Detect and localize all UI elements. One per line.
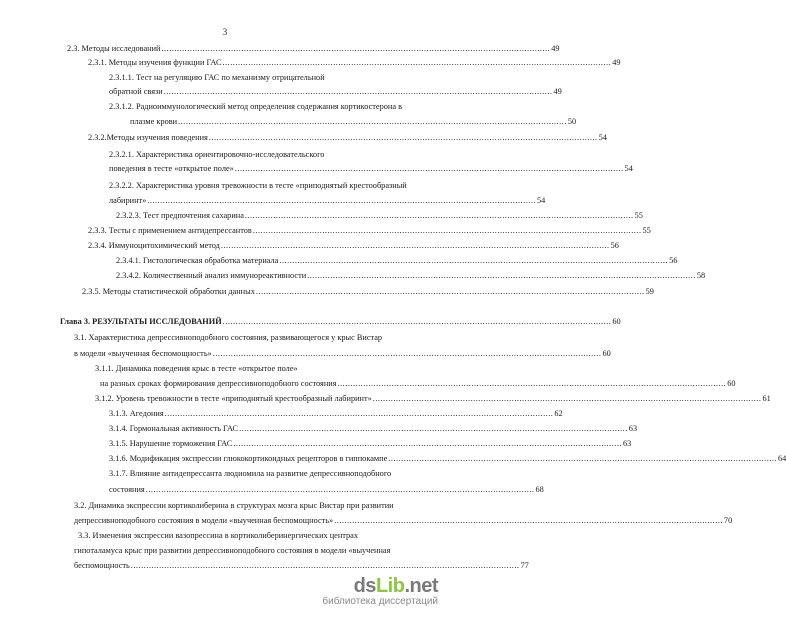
toc-entry-title: гипоталамуса крыс при развитии депрессивноподобного состояния в модели «выученная [74, 546, 391, 555]
toc-entry-title: 3.3. Изменения экспрессии вазопрессина в кортиколиберинергических центрах [78, 531, 358, 540]
dslib-logo: dsLib.net [353, 575, 438, 597]
toc-entry-page: 49 [551, 44, 560, 53]
toc-entry-title: 3.1.3. Агедония [109, 409, 164, 418]
toc-entry-page: 56 [610, 241, 619, 250]
toc-entry-title: обратной связи [109, 87, 163, 96]
toc-entry: обратной связи ....................................................................................................................................................... 49 [109, 87, 562, 96]
toc-entry-page: 59 [645, 287, 654, 296]
toc-entry-title: состояния [109, 485, 145, 494]
toc-entry-page: 49 [553, 87, 562, 96]
toc-entry-page: 60 [612, 317, 621, 326]
toc-entry-page: 60 [602, 349, 611, 358]
toc-entry-title: в модели «выученная беспомощность» [74, 349, 212, 358]
toc-entry-page: 54 [624, 164, 633, 173]
toc-entry-page: 60 [727, 379, 736, 388]
toc-entry-page: 64 [778, 454, 786, 463]
toc-entry-title: 2.3.2.1. Характеристика ориентировочно-исследовательского [109, 150, 325, 159]
toc-entry-title: 2.3.2.3. Тест предпочтения сахарина [116, 211, 244, 220]
toc-entry-title: 3.2. Динамика экспрессии кортиколиберина в структурах мозга крыс Вистар при развитии [74, 501, 394, 510]
toc-entry: плазме крови ....................................................................................................................................................... 50 [130, 117, 577, 126]
toc-entry-title: 3.1.7. Влияние антидепрессанта людиомила на развитие депрессивноподобного [109, 469, 392, 478]
toc-entry: 2.3. Методы исследований ....................................................................................................................................................... 49 [67, 44, 560, 53]
toc-entry: Глава 3. РЕЗУЛЬТАТЫ ИССЛЕДОВАНИЙ ....................................................................................................................................................... 60 [60, 317, 621, 326]
toc-entry-page: 70 [723, 516, 733, 525]
toc-entry-title: 2.3.1. Методы изучения функции ГАС [88, 58, 222, 67]
toc-entry-title: депрессивноподобного состояния в модели «выученная беспомощность» [74, 516, 334, 525]
toc-entry-title: поведения в тесте «открытое поле» [109, 164, 234, 173]
toc-entry: 2.3.4.2. Количественный анализ иммунореактивности ....................................................................................................................................................... 58 [116, 271, 706, 280]
toc-entry: состояния ....................................................................................................................................................... 68 [109, 485, 544, 494]
toc-entry-title: 2.3.2.2. Характеристика уровня тревожности в тесте «приподнятый крестообразный [109, 181, 407, 190]
toc-entry: 3.1.2. Уровень тревожности в тесте «приподнятый крестообразный лабиринт» ....................................................................................................................................................... 61 [95, 394, 771, 403]
toc-entry: 3.1.6. Модификация экспрессии глюкокортикоидных рецепторов в гиппокампе ....................................................................................................................................................... 64 [109, 454, 786, 463]
toc-entry: 3.1.5. Нарушение торможения ГАС ....................................................................................................................................................... 63 [109, 439, 632, 448]
toc-entry: 3.1.3. Агедония ....................................................................................................................................................... 62 [109, 409, 563, 418]
toc-entry-page: 49 [612, 58, 621, 67]
dslib-watermark [268, 575, 438, 609]
toc-entry-title: 3.1.2. Уровень тревожности в тесте «приподнятый крестообразный лабиринт» [95, 394, 372, 403]
toc-entry-title: 3.1.6. Модификация экспрессии глюкокортикоидных рецепторов в гиппокампе [109, 454, 388, 463]
toc-entry: депрессивноподобного состояния в модели «выученная беспомощность» ....................................................................................................................................................... 70 [74, 516, 733, 525]
toc-entry: 2.3.4. Иммуноцитохимический метод ....................................................................................................................................................... 56 [88, 241, 619, 250]
toc-entry-title: 3.1. Характеристика депрессивноподобного состояния, развивающегося у крыс Вистар [74, 333, 383, 342]
toc-entry-title: 2.3.5. Методы статистической обработки данных [82, 287, 255, 296]
toc-entry: 2.3.5. Методы статистической обработки данных ....................................................................................................................................................... 59 [82, 287, 654, 296]
toc-entry-page: 56 [669, 256, 678, 265]
toc-entry-title: 2.3.2.Методы изучения поведения [88, 133, 208, 142]
toc-entry-page: 54 [537, 196, 546, 205]
toc-entry-page: 55 [642, 226, 651, 235]
toc-entry-page: 63 [628, 424, 638, 433]
toc-entry-title: беспомощность [74, 561, 130, 570]
toc-entry-title: 2.3.3. Тесты с применением антидепрессантов [88, 226, 252, 235]
toc-entry-title: лабиринт» [109, 196, 147, 205]
toc-entry-title: 2.3. Методы исследований [67, 44, 161, 53]
toc-entry: 3.1.4. Гормональная активность ГАС ....................................................................................................................................................... 63 [109, 424, 638, 433]
toc-chapter-title: Глава 3. РЕЗУЛЬТАТЫ ИССЛЕДОВАНИЙ [60, 317, 222, 326]
toc-entry: 2.3.2.Методы изучения поведения ....................................................................................................................................................... 54 [88, 133, 607, 142]
toc-entry-title: на разных сроках формирования депрессивноподобного состояния [100, 379, 337, 388]
toc-entry-title: 2.3.1.1. Тест на регуляцию ГАС по механизму отрицательной [109, 73, 325, 82]
toc-entry-title: 2.3.4. Иммуноцитохимический метод [88, 241, 220, 250]
toc-entry: поведения в тесте «открытое поле» ....................................................................................................................................................... 54 [109, 164, 633, 173]
toc-entry-page: 50 [567, 117, 577, 126]
toc-entry-page: 55 [634, 211, 643, 220]
toc-entry: 2.3.1. Методы изучения функции ГАС ....................................................................................................................................................... 49 [88, 58, 621, 67]
toc-entry: 2.3.3. Тесты с применением антидепрессантов ....................................................................................................................................................... 55 [88, 226, 651, 235]
toc-entry: на разных сроках формирования депрессивноподобного состояния ....................................................................................................................................................... 60 [100, 379, 736, 388]
toc-entry: 2.3.2.3. Тест предпочтения сахарина ....................................................................................................................................................... 55 [116, 211, 643, 220]
toc-entry: 2.3.4.1. Гистологическая обработка материала ....................................................................................................................................................... 56 [116, 256, 678, 265]
toc-entry-title: 3.1.5. Нарушение торможения ГАС [109, 439, 233, 448]
toc-entry-title: 3.1.1. Динамика поведения крыс в тесте «открытое поле» [95, 364, 298, 373]
page-number: 3 [222, 27, 228, 37]
watermark-subtitle: библиотека диссертаций [322, 596, 438, 607]
toc-entry-title: 2.3.1.2. Радиоиммунологический метод определения содержания кортикостерона в [109, 102, 403, 111]
toc-entry-title: 2.3.4.1. Гистологическая обработка материала [116, 256, 279, 265]
toc-entry: лабиринт» ....................................................................................................................................................... 54 [109, 196, 546, 205]
toc-entry-page: 54 [598, 133, 607, 142]
toc-entry-title: плазме крови [130, 117, 178, 126]
toc-entry-title: 3.1.4. Гормональная активность ГАС [109, 424, 239, 433]
toc-entry-page: 61 [762, 394, 771, 403]
toc-entry-page: 63 [623, 439, 632, 448]
toc-entry-page: 62 [554, 409, 563, 418]
toc-entry-title: 2.3.4.2. Количественный анализ иммунореактивности [116, 271, 307, 280]
toc-entry-page: 58 [696, 271, 706, 280]
toc-entry: в модели «выученная беспомощность» ....................................................................................................................................................... 60 [74, 349, 611, 358]
toc-entry-page: 68 [535, 485, 544, 494]
toc-entry: беспомощность ....................................................................................................................................................... 77 [74, 561, 529, 570]
toc-entry-page: 77 [520, 561, 529, 570]
